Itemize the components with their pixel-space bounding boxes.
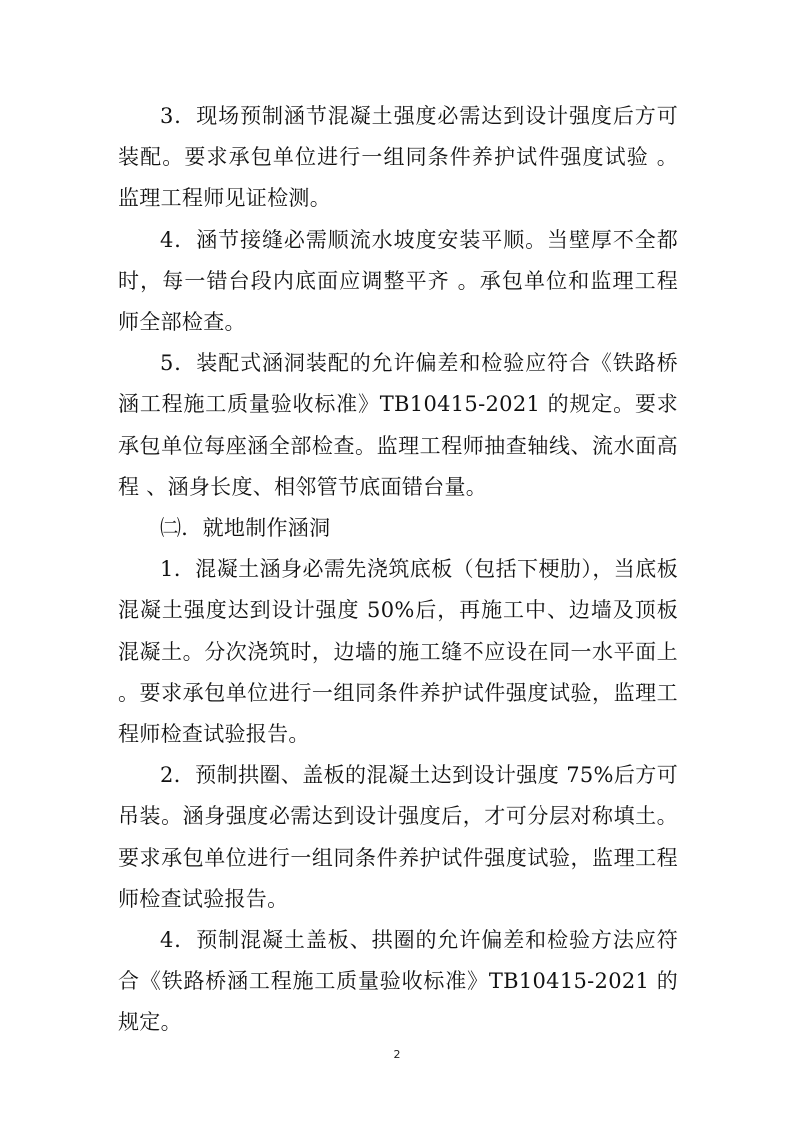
paragraph-item-3-precast-culvert: 3．现场预制涵节混凝土强度必需达到设计强度后方可装配。要求承包单位进行一组同条件养护试件强度试验 。监理工程师见证检测。 bbox=[118, 104, 678, 211]
section-heading-cast-in-place-culvert: ㈡．就地制作涵洞 bbox=[160, 516, 331, 541]
paragraph-item-4-precast-tolerance: 4．预制混凝土盖板、拱圈的允许偏差和检验方法应符合《铁路桥涵工程施工质量验收标准》TB10415-2021 的规定。 bbox=[118, 928, 678, 1035]
document-body bbox=[118, 96, 678, 1044]
page-number: 2 bbox=[393, 1048, 401, 1061]
paragraph-item-2-precast-arch-slab: 2．预制拱圈、盖板的混凝土达到设计强度 75%后方可吊装。涵身强度必需达到设计强度后，才可分层对称填土。要求承包单位进行一组同条件养护试件强度试验，监理工程师检查试验报告。 bbox=[118, 763, 678, 911]
paragraph-item-1-concrete-pouring: 1．混凝土涵身必需先浇筑底板（包括下梗肋），当底板混凝土强度达到设计强度 50%后，再施工中、边墙及顶板混凝土。分次浇筑时，边墙的施工缝不应设在同一水平面上 。要求承包单位进行一组同条件养护试件强度试验，监理工程师检查试验报告。 bbox=[118, 557, 678, 747]
paragraph-item-4-joint-alignment: 4．涵节接缝必需顺流水坡度安装平顺。当壁厚不全都时，每一错台段内底面应调整平齐 。承包单位和监理工程师全部检查。 bbox=[118, 227, 678, 335]
paragraph-item-5-assembly-tolerance: 5．装配式涵洞装配的允许偏差和检验应符合《铁路桥涵工程施工质量验收标准》TB10415-2021 的规定。要求承包单位每座涵全部检查。监理工程师抽查轴线、流水面高程 、涵身长度、相邻管节底面错台量。 bbox=[118, 351, 678, 499]
